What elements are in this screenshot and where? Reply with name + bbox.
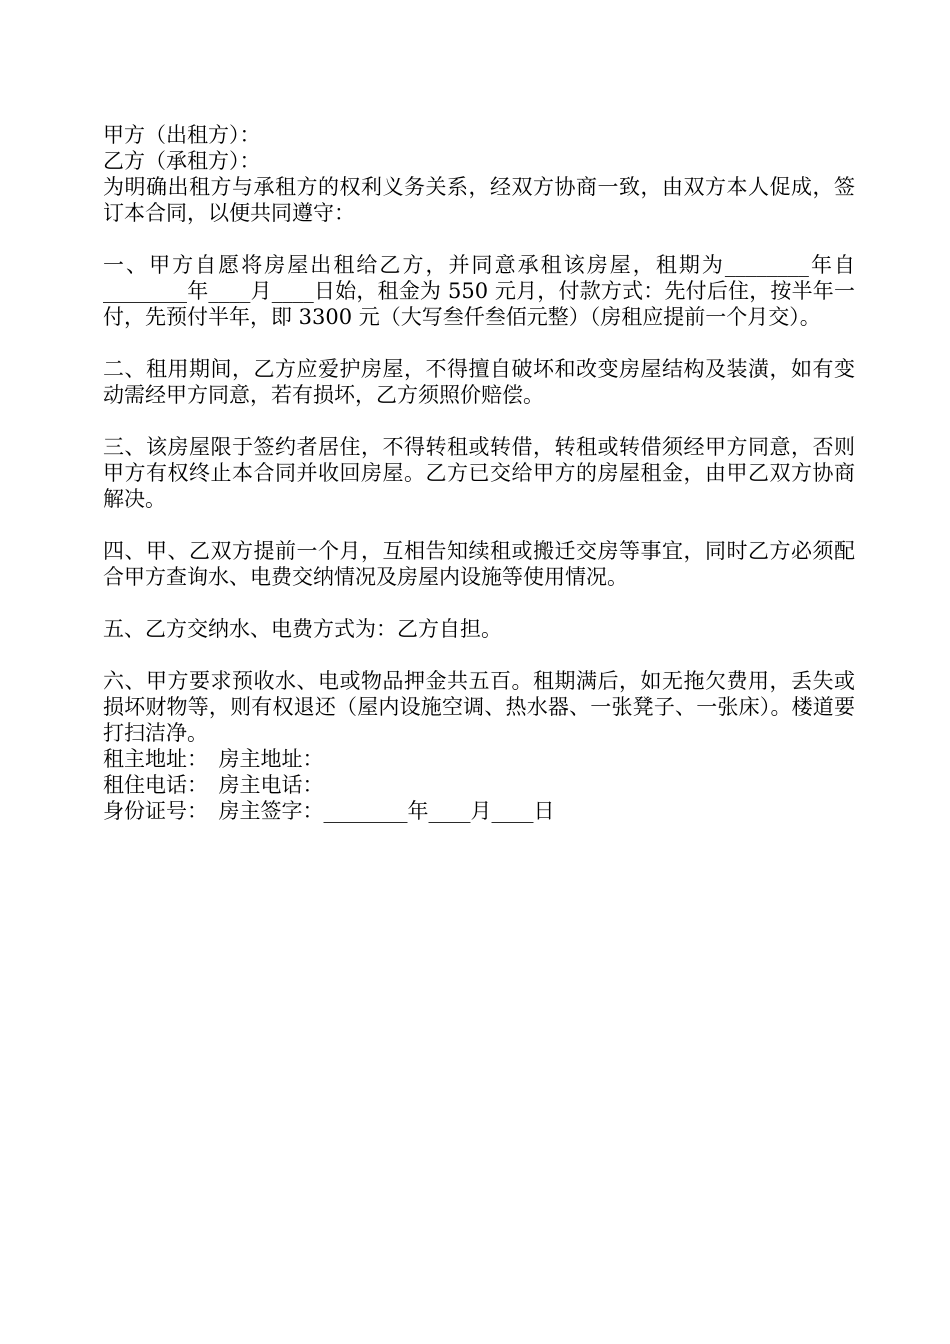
spacer [103, 408, 855, 434]
clause-6: 六、甲方要求预收水、电或物品押金共五百。租期满后，如无拖欠费用，丢失或损坏财物等，则有权退还（屋内设施空调、热水器、一张凳子、一张床）。楼道要打扫洁净。 [103, 669, 855, 745]
spacer [103, 590, 855, 616]
clause-4: 四、甲、乙双方提前一个月，互相告知续租或搬迁交房等事宜，同时乙方必须配合甲方查询水、电费交纳情况及房屋内设施等使用情况。 [103, 539, 855, 589]
party-a-label: 甲方（出租方）： [103, 123, 261, 147]
clause-1: 一、甲方自愿将房屋出租给乙方，并同意承租该房屋，租期为________年自________年____月____日始，租金为 550 元月，付款方式：先付后住，按半年一付，先预付半年，即 3300 元（大写叁仟叁佰元整）（房租应提前一个月交）。 [103, 253, 855, 329]
signature-phone-line: 租住电话： 房主电话： [103, 773, 324, 797]
clause-3: 三、该房屋限于签约者居住，不得转租或转借，转租或转借须经甲方同意，否则甲方有权终止本合同并收回房屋。乙方已交给甲方的房屋租金，由甲乙双方协商解决。 [103, 435, 855, 511]
spacer [103, 330, 855, 356]
clause-2: 二、租用期间，乙方应爱护房屋，不得擅自破坏和改变房屋结构及装潢，如有变动需经甲方同意，若有损坏，乙方须照价赔偿。 [103, 357, 855, 407]
contract-body [103, 122, 855, 824]
signature-id-line: 身份证号： 房主签字：________年____月____日 [103, 799, 555, 823]
party-b-label: 乙方（承租方）： [103, 149, 261, 173]
spacer [103, 226, 855, 252]
clause-5: 五、乙方交纳水、电费方式为：乙方自担。 [103, 617, 502, 641]
intro-paragraph: 为明确出租方与承租方的权利义务关系，经双方协商一致，由双方本人促成，签订本合同，以便共同遵守： [103, 175, 855, 225]
spacer [103, 512, 855, 538]
spacer [103, 642, 855, 668]
signature-address-line: 租主地址： 房主地址： [103, 747, 324, 771]
